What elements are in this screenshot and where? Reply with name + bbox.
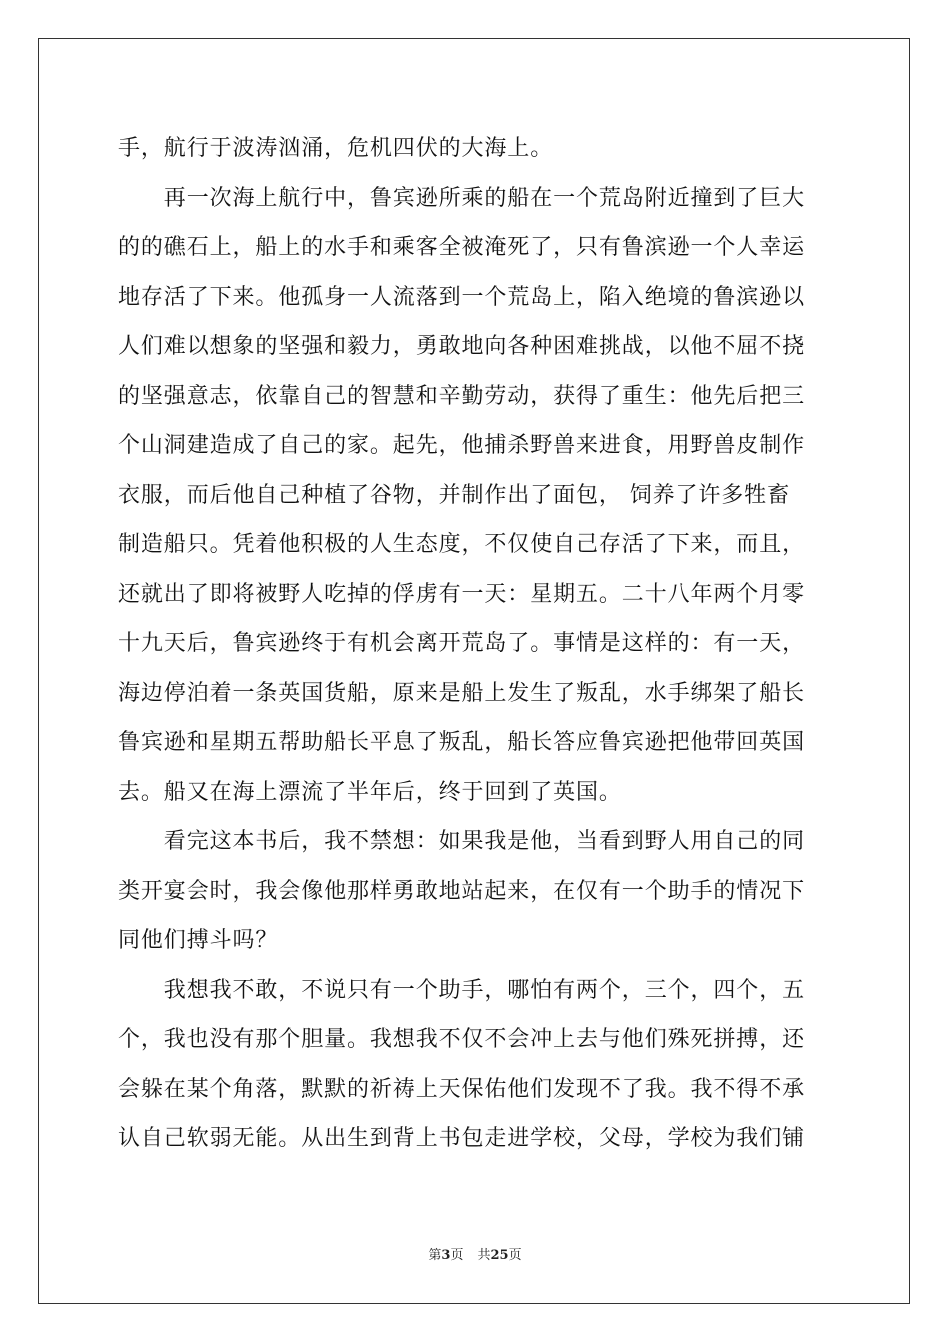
text-line: 我想我不敢，不说只有一个助手，哪怕有两个，三个，四个，五	[118, 977, 806, 1003]
body-text	[118, 124, 834, 1164]
text-line: 人们难以想象的坚强和毅力，勇敢地向各种困难挑战，以他不屈不挠	[118, 334, 806, 359]
text-line: 去。船又在海上漂流了半年后，终于回到了英国。	[118, 779, 622, 805]
text-line: 衣服，而后他自己种植了谷物，并制作出了面包， 饲养了许多牲畜	[118, 482, 790, 508]
text-line: 同他们搏斗吗？	[118, 928, 279, 953]
page-total: 25	[490, 1248, 509, 1263]
text-line: 会躲在某个角落，默默的祈祷上天保佑他们发现不了我。我不得不承	[118, 1076, 806, 1102]
total-prefix: 共	[477, 1248, 491, 1263]
text-line: 的的礁石上，船上的水手和乘客全被淹死了，只有鲁滨逊一个人幸运	[118, 235, 806, 260]
text-line: 手，航行于波涛汹涌，危机四伏的大海上。	[118, 136, 554, 161]
text-line: 类开宴会时，我会像他那样勇敢地站起来，在仅有一个助手的情况下	[118, 878, 806, 904]
page-current: 3	[441, 1248, 451, 1263]
text-line: 地存活了下来。他孤身一人流落到一个荒岛上，陷入绝境的鲁滨逊以	[118, 284, 806, 310]
text-line: 制造船只。凭着他积极的人生态度，不仅使自己存活了下来，而且，	[118, 532, 806, 557]
text-line: 个，我也没有那个胆量。我想我不仅不会冲上去与他们殊死拼搏，还	[118, 1027, 806, 1052]
page-footer	[0, 1247, 950, 1265]
text-line: 个山洞建造成了自己的家。起先，他捕杀野兽来进食，用野兽皮制作	[118, 433, 806, 458]
text-line: 认自己软弱无能。从出生到背上书包走进学校，父母，学校为我们铺	[118, 1126, 806, 1151]
page-suffix: 页	[450, 1248, 464, 1263]
text-line: 还就出了即将被野人吃掉的俘虏有一天：星期五。二十八年两个月零	[118, 581, 806, 607]
text-line: 十九天后，鲁宾逊终于有机会离开荒岛了。事情是这样的：有一天，	[118, 631, 806, 656]
text-line: 海边停泊着一条英国货船，原来是船上发生了叛乱，水手绑架了船长	[118, 680, 806, 706]
text-line: 再一次海上航行中，鲁宾逊所乘的船在一个荒岛附近撞到了巨大	[118, 185, 806, 211]
total-suffix: 页	[508, 1248, 522, 1263]
text-line: 看完这本书后，我不禁想：如果我是他，当看到野人用自己的同	[118, 829, 806, 854]
text-line: 的坚强意志，依靠自己的智慧和辛勤劳动，获得了重生：他先后把三	[118, 383, 806, 409]
text-line: 鲁宾逊和星期五帮助船长平息了叛乱，船长答应鲁宾逊把他带回英国	[118, 730, 806, 755]
page-prefix: 第	[428, 1248, 442, 1263]
